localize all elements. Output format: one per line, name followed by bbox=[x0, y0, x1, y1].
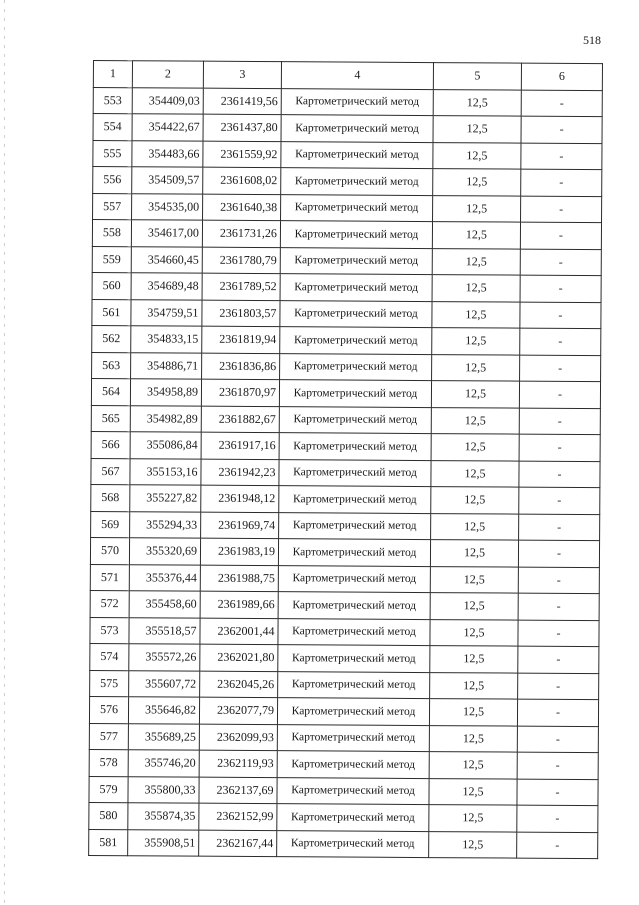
point-number-cell: 558 bbox=[92, 220, 131, 247]
method-cell: Картометрический метод bbox=[281, 168, 433, 195]
x-coordinate-cell: 354422,67 bbox=[132, 114, 203, 141]
accuracy-cell: 12,5 bbox=[430, 566, 518, 593]
column-header: 2 bbox=[132, 61, 203, 88]
table-row bbox=[90, 564, 599, 594]
column-header: 1 bbox=[93, 61, 132, 88]
x-coordinate-cell: 355294,33 bbox=[130, 511, 201, 538]
x-coordinate-cell: 355908,51 bbox=[128, 829, 199, 856]
table-row bbox=[90, 670, 599, 700]
y-coordinate-cell: 2361419,56 bbox=[203, 88, 281, 115]
note-cell: - bbox=[517, 726, 598, 753]
point-number-cell: 578 bbox=[89, 749, 128, 776]
accuracy-cell: 12,5 bbox=[430, 646, 518, 673]
y-coordinate-cell: 2361836,86 bbox=[202, 353, 280, 380]
table-row bbox=[91, 431, 600, 461]
point-number-cell: 556 bbox=[93, 167, 132, 194]
x-coordinate-cell: 355227,82 bbox=[130, 485, 201, 512]
note-cell: - bbox=[517, 699, 598, 726]
accuracy-cell: 12,5 bbox=[432, 275, 520, 302]
note-cell: - bbox=[517, 779, 598, 806]
x-coordinate-cell: 354982,89 bbox=[130, 405, 201, 432]
note-cell: - bbox=[520, 302, 601, 329]
y-coordinate-cell: 2361988,75 bbox=[200, 565, 278, 592]
x-coordinate-cell: 355086,84 bbox=[130, 432, 201, 459]
note-cell: - bbox=[521, 90, 602, 117]
table-row bbox=[91, 511, 600, 541]
coordinates-table bbox=[88, 60, 603, 859]
y-coordinate-cell: 2361559,92 bbox=[203, 141, 281, 168]
point-number-cell: 557 bbox=[93, 193, 132, 220]
x-coordinate-cell: 354833,15 bbox=[131, 326, 202, 353]
x-coordinate-cell: 354483,66 bbox=[132, 140, 203, 167]
x-coordinate-cell: 355874,35 bbox=[128, 803, 199, 830]
accuracy-cell: 12,5 bbox=[431, 460, 519, 487]
method-cell: Картометрический метод bbox=[277, 804, 429, 831]
point-number-cell: 565 bbox=[91, 405, 130, 432]
note-cell: - bbox=[521, 116, 602, 143]
note-cell: - bbox=[517, 832, 598, 859]
accuracy-cell: 12,5 bbox=[430, 619, 518, 646]
point-number-cell: 559 bbox=[92, 246, 131, 273]
table-header-row bbox=[93, 61, 602, 91]
x-coordinate-cell: 355572,26 bbox=[129, 644, 200, 671]
accuracy-cell: 12,5 bbox=[432, 354, 520, 381]
point-number-cell: 555 bbox=[93, 140, 132, 167]
y-coordinate-cell: 2362099,93 bbox=[199, 724, 277, 751]
note-cell: - bbox=[518, 673, 599, 700]
method-cell: Картометрический метод bbox=[280, 300, 432, 327]
table-row bbox=[91, 458, 600, 488]
table-row bbox=[91, 378, 600, 408]
point-number-cell: 573 bbox=[90, 617, 129, 644]
y-coordinate-cell: 2361819,94 bbox=[202, 326, 280, 353]
method-cell: Картометрический метод bbox=[280, 221, 432, 248]
accuracy-cell: 12,5 bbox=[429, 805, 517, 832]
note-cell: - bbox=[520, 222, 601, 249]
point-number-cell: 574 bbox=[90, 643, 129, 670]
note-cell: - bbox=[520, 275, 601, 302]
y-coordinate-cell: 2362045,26 bbox=[200, 671, 278, 698]
table-row bbox=[93, 167, 602, 197]
table-row bbox=[93, 87, 602, 117]
y-coordinate-cell: 2361948,12 bbox=[201, 485, 279, 512]
accuracy-cell: 12,5 bbox=[433, 142, 521, 169]
accuracy-cell: 12,5 bbox=[429, 752, 517, 779]
method-cell: Картометрический метод bbox=[279, 380, 431, 407]
point-number-cell: 553 bbox=[93, 87, 132, 114]
y-coordinate-cell: 2361780,79 bbox=[202, 247, 280, 274]
table-row bbox=[91, 405, 600, 435]
point-number-cell: 561 bbox=[92, 299, 131, 326]
x-coordinate-cell: 355458,60 bbox=[129, 591, 200, 618]
method-cell: Картометрический метод bbox=[281, 115, 433, 142]
note-cell: - bbox=[520, 249, 601, 276]
method-cell: Картометрический метод bbox=[278, 539, 430, 566]
table-row bbox=[92, 246, 601, 276]
point-number-cell: 571 bbox=[90, 564, 129, 591]
method-cell: Картометрический метод bbox=[280, 247, 432, 274]
table-row bbox=[90, 643, 599, 673]
method-cell: Картометрический метод bbox=[278, 671, 430, 698]
method-cell: Картометрический метод bbox=[278, 565, 430, 592]
x-coordinate-cell: 354958,89 bbox=[130, 379, 201, 406]
table-row bbox=[89, 696, 598, 726]
table-row bbox=[89, 749, 598, 779]
table-row bbox=[89, 723, 598, 753]
point-number-cell: 566 bbox=[91, 431, 130, 458]
note-cell: - bbox=[517, 805, 598, 832]
y-coordinate-cell: 2361640,38 bbox=[203, 194, 281, 221]
method-cell: Картометрический метод bbox=[277, 698, 429, 725]
note-cell: - bbox=[521, 196, 602, 223]
x-coordinate-cell: 355800,33 bbox=[128, 776, 199, 803]
note-cell: - bbox=[518, 540, 599, 567]
method-cell: Картометрический метод bbox=[278, 592, 430, 619]
point-number-cell: 581 bbox=[89, 829, 128, 856]
x-coordinate-cell: 355607,72 bbox=[129, 670, 200, 697]
accuracy-cell: 12,5 bbox=[429, 725, 517, 752]
note-cell: - bbox=[518, 620, 599, 647]
y-coordinate-cell: 2361983,19 bbox=[200, 538, 278, 565]
coordinates-table-container bbox=[88, 60, 602, 859]
x-coordinate-cell: 355376,44 bbox=[129, 564, 200, 591]
x-coordinate-cell: 354409,03 bbox=[132, 87, 203, 114]
method-cell: Картометрический метод bbox=[281, 88, 433, 115]
table-row bbox=[92, 325, 601, 355]
y-coordinate-cell: 2362119,93 bbox=[199, 750, 277, 777]
x-coordinate-cell: 354689,48 bbox=[131, 273, 202, 300]
x-coordinate-cell: 355320,69 bbox=[129, 538, 200, 565]
note-cell: - bbox=[519, 434, 600, 461]
x-coordinate-cell: 355153,16 bbox=[130, 458, 201, 485]
note-cell: - bbox=[519, 487, 600, 514]
accuracy-cell: 12,5 bbox=[432, 222, 520, 249]
page-number: 518 bbox=[583, 33, 601, 47]
method-cell: Картометрический метод bbox=[279, 433, 431, 460]
accuracy-cell: 12,5 bbox=[431, 407, 519, 434]
y-coordinate-cell: 2361789,52 bbox=[202, 273, 280, 300]
note-cell: - bbox=[519, 381, 600, 408]
y-coordinate-cell: 2361608,02 bbox=[203, 167, 281, 194]
table-row bbox=[89, 776, 598, 806]
accuracy-cell: 12,5 bbox=[432, 301, 520, 328]
table-body bbox=[89, 87, 603, 859]
table-row bbox=[89, 802, 598, 832]
method-cell: Картометрический метод bbox=[279, 459, 431, 486]
x-coordinate-cell: 355746,20 bbox=[128, 750, 199, 777]
y-coordinate-cell: 2361969,74 bbox=[201, 512, 279, 539]
column-header: 6 bbox=[521, 63, 602, 90]
column-header: 4 bbox=[281, 62, 433, 89]
scan-edge-mark bbox=[4, 0, 5, 905]
accuracy-cell: 12,5 bbox=[430, 540, 518, 567]
note-cell: - bbox=[519, 461, 600, 488]
accuracy-cell: 12,5 bbox=[429, 778, 517, 805]
method-cell: Картометрический метод bbox=[277, 751, 429, 778]
y-coordinate-cell: 2361942,23 bbox=[201, 459, 279, 486]
x-coordinate-cell: 354617,00 bbox=[131, 220, 202, 247]
point-number-cell: 577 bbox=[89, 723, 128, 750]
point-number-cell: 579 bbox=[89, 776, 128, 803]
table-row bbox=[90, 590, 599, 620]
y-coordinate-cell: 2361917,16 bbox=[201, 432, 279, 459]
point-number-cell: 572 bbox=[90, 590, 129, 617]
x-coordinate-cell: 354509,57 bbox=[132, 167, 203, 194]
method-cell: Картометрический метод bbox=[279, 486, 431, 513]
point-number-cell: 564 bbox=[91, 378, 130, 405]
point-number-cell: 563 bbox=[92, 352, 131, 379]
point-number-cell: 580 bbox=[89, 802, 128, 829]
note-cell: - bbox=[518, 567, 599, 594]
accuracy-cell: 12,5 bbox=[433, 195, 521, 222]
accuracy-cell: 12,5 bbox=[433, 116, 521, 143]
accuracy-cell: 12,5 bbox=[431, 487, 519, 514]
point-number-cell: 568 bbox=[91, 484, 130, 511]
accuracy-cell: 12,5 bbox=[430, 672, 518, 699]
y-coordinate-cell: 2361989,66 bbox=[200, 591, 278, 618]
method-cell: Картометрический метод bbox=[278, 618, 430, 645]
accuracy-cell: 12,5 bbox=[431, 434, 519, 461]
accuracy-cell: 12,5 bbox=[429, 699, 517, 726]
table-row bbox=[93, 193, 602, 223]
y-coordinate-cell: 2361437,80 bbox=[203, 114, 281, 141]
point-number-cell: 560 bbox=[92, 272, 131, 299]
x-coordinate-cell: 354886,71 bbox=[131, 352, 202, 379]
y-coordinate-cell: 2362137,69 bbox=[199, 777, 277, 804]
y-coordinate-cell: 2362001,44 bbox=[200, 618, 278, 645]
note-cell: - bbox=[519, 408, 600, 435]
accuracy-cell: 12,5 bbox=[432, 328, 520, 355]
table-row bbox=[89, 829, 598, 859]
column-header: 5 bbox=[433, 63, 521, 90]
x-coordinate-cell: 355518,57 bbox=[129, 617, 200, 644]
method-cell: Картометрический метод bbox=[277, 724, 429, 751]
y-coordinate-cell: 2361731,26 bbox=[202, 220, 280, 247]
table-row bbox=[92, 352, 601, 382]
y-coordinate-cell: 2361882,67 bbox=[201, 406, 279, 433]
table-row bbox=[93, 114, 602, 144]
method-cell: Картометрический метод bbox=[280, 353, 432, 380]
note-cell: - bbox=[521, 169, 602, 196]
method-cell: Картометрический метод bbox=[280, 274, 432, 301]
method-cell: Картометрический метод bbox=[279, 512, 431, 539]
point-number-cell: 576 bbox=[89, 696, 128, 723]
point-number-cell: 562 bbox=[92, 325, 131, 352]
point-number-cell: 567 bbox=[91, 458, 130, 485]
table-row bbox=[90, 537, 599, 567]
x-coordinate-cell: 354660,45 bbox=[131, 246, 202, 273]
note-cell: - bbox=[517, 752, 598, 779]
x-coordinate-cell: 355646,82 bbox=[128, 697, 199, 724]
note-cell: - bbox=[520, 328, 601, 355]
note-cell: - bbox=[518, 593, 599, 620]
point-number-cell: 554 bbox=[93, 114, 132, 141]
y-coordinate-cell: 2361870,97 bbox=[201, 379, 279, 406]
x-coordinate-cell: 354535,00 bbox=[132, 193, 203, 220]
point-number-cell: 569 bbox=[91, 511, 130, 538]
y-coordinate-cell: 2362021,80 bbox=[200, 644, 278, 671]
accuracy-cell: 12,5 bbox=[431, 381, 519, 408]
y-coordinate-cell: 2362077,79 bbox=[199, 697, 277, 724]
table-row bbox=[90, 617, 599, 647]
method-cell: Картометрический метод bbox=[280, 327, 432, 354]
method-cell: Картометрический метод bbox=[277, 830, 429, 857]
method-cell: Картометрический метод bbox=[278, 645, 430, 672]
note-cell: - bbox=[520, 355, 601, 382]
point-number-cell: 570 bbox=[90, 537, 129, 564]
accuracy-cell: 12,5 bbox=[433, 169, 521, 196]
method-cell: Картометрический метод bbox=[281, 141, 433, 168]
note-cell: - bbox=[518, 646, 599, 673]
accuracy-cell: 12,5 bbox=[433, 89, 521, 116]
point-number-cell: 575 bbox=[90, 670, 129, 697]
column-header: 3 bbox=[203, 61, 281, 88]
y-coordinate-cell: 2362167,44 bbox=[199, 830, 277, 857]
table-row bbox=[92, 272, 601, 302]
accuracy-cell: 12,5 bbox=[429, 831, 517, 858]
accuracy-cell: 12,5 bbox=[432, 248, 520, 275]
note-cell: - bbox=[519, 514, 600, 541]
table-row bbox=[93, 140, 602, 170]
note-cell: - bbox=[521, 143, 602, 170]
x-coordinate-cell: 355689,25 bbox=[128, 723, 199, 750]
method-cell: Картометрический метод bbox=[279, 406, 431, 433]
accuracy-cell: 12,5 bbox=[430, 593, 518, 620]
y-coordinate-cell: 2361803,57 bbox=[202, 300, 280, 327]
method-cell: Картометрический метод bbox=[281, 194, 433, 221]
table-row bbox=[92, 220, 601, 250]
table-row bbox=[92, 299, 601, 329]
accuracy-cell: 12,5 bbox=[431, 513, 519, 540]
method-cell: Картометрический метод bbox=[277, 777, 429, 804]
y-coordinate-cell: 2362152,99 bbox=[199, 803, 277, 830]
table-row bbox=[91, 484, 600, 514]
x-coordinate-cell: 354759,51 bbox=[131, 299, 202, 326]
